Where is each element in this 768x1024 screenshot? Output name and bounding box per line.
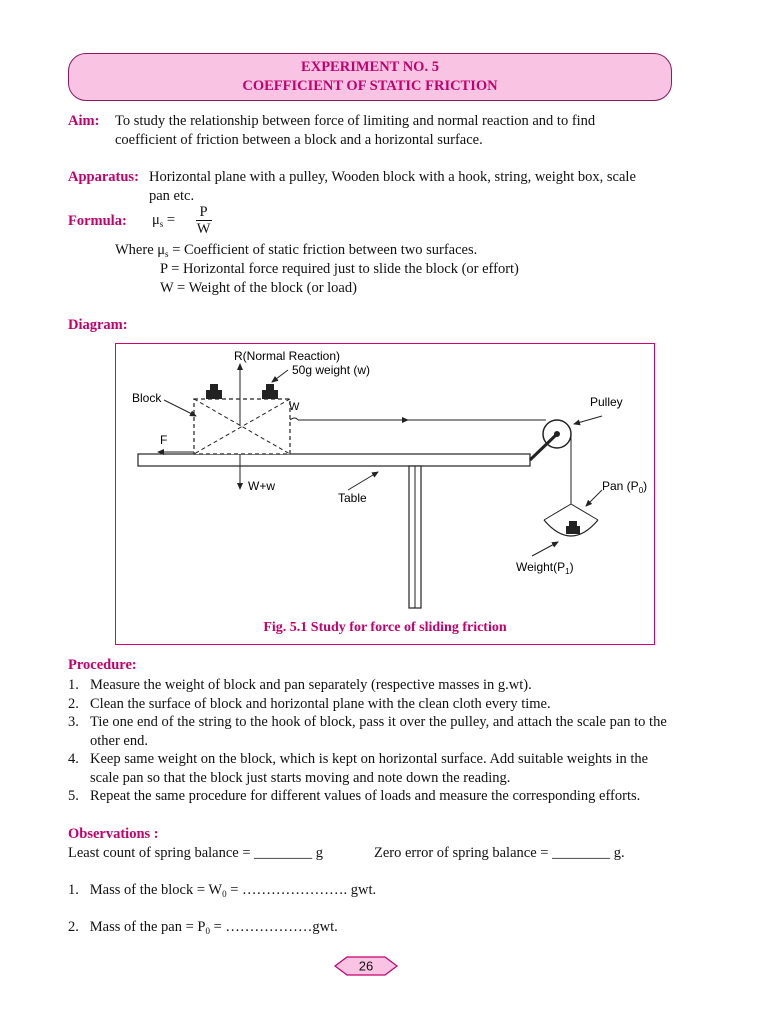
weight-1 (206, 390, 222, 399)
where-prefix: Where μ (115, 242, 166, 258)
least-count-line: Least count of spring balance = ________ g (68, 845, 324, 861)
aim-line-2: coefficient of friction between a block and a horizontal surface. (115, 132, 483, 148)
mass-block-sub: 0 (222, 889, 227, 899)
fraction-denominator: W (196, 221, 211, 237)
label-normal-reaction: R(Normal Reaction) (234, 349, 341, 363)
equals-sign: = (166, 211, 176, 228)
mu-subscript: s (159, 218, 164, 229)
observations-label: Observations : (68, 826, 159, 842)
label-weight-p1: $Weight(P_1)$ (516, 560, 574, 576)
friction-apparatus-diagram (116, 344, 654, 644)
mass-block-line (68, 881, 376, 904)
step-number: 3. (68, 714, 79, 730)
where-definition: = Coefficient of static friction between two surfaces. (168, 242, 478, 258)
step-text: Measure the weight of block and pan separately (respective masses in g.wt). (90, 677, 532, 693)
table-top (138, 454, 530, 466)
step-text: Tie one end of the string to the hook of block, pass it over the pulley, and attach the scale pan to the other end. (90, 714, 667, 749)
label-table: Table (338, 491, 367, 505)
label-pulley: Pulley (590, 395, 623, 409)
weight-2 (262, 390, 278, 399)
page-number: 26 (358, 958, 374, 974)
procedure-step (68, 713, 678, 750)
apparatus-line-1: Horizontal plane with a pulley, Wooden block with a hook, string, weight box, scale (149, 169, 636, 185)
step-number: 4. (68, 751, 79, 767)
page-number-badge (333, 955, 399, 977)
mass-pan-blank: = ………………gwt. (209, 919, 338, 935)
label-block: Block (132, 391, 162, 405)
mu-symbol: μ (152, 211, 160, 228)
step-text: Clean the surface of block and horizontal plane with the clean cloth every time. (90, 695, 551, 712)
mass-pan-sub: 0 (205, 926, 210, 936)
fraction-numerator: P (196, 204, 212, 221)
w-definition: W = Weight of the block (or load) (160, 280, 357, 296)
experiment-title: COEFFICIENT OF STATIC FRICTION (242, 78, 498, 94)
mass-pan-line (68, 918, 338, 941)
label-hook-w: W (289, 401, 300, 413)
apparatus-text (149, 168, 679, 206)
step-number: 2. (68, 695, 79, 712)
procedure-step (68, 695, 678, 714)
mass-pan-prefix: 2. Mass of the pan = P (68, 919, 206, 935)
diagram-frame (115, 343, 655, 645)
label-50g-weight: 50g weight (w) (292, 363, 371, 377)
procedure-list (68, 676, 678, 806)
procedure-label: Procedure: (68, 657, 137, 673)
apparatus-line-2: pan etc. (149, 188, 195, 204)
figure-caption: Fig. 5.1 Study for force of sliding friction (263, 620, 507, 635)
aim-line-1: To study the relationship between force of limiting and normal reaction and to find (115, 113, 596, 129)
pan-weight (566, 526, 580, 534)
mass-block-prefix: 1. Mass of the block = W (68, 882, 223, 898)
label-w-plus-w: W+w (248, 479, 275, 493)
title-banner (68, 53, 672, 101)
procedure-step (68, 750, 678, 787)
experiment-number: EXPERIMENT NO. 5 (301, 59, 439, 75)
procedure-step (68, 787, 678, 806)
diagram-label: Diagram: (68, 317, 128, 333)
label-f: F (160, 433, 168, 447)
fraction (193, 204, 215, 237)
aim-label: Aim: (68, 113, 100, 129)
step-text: Repeat the same procedure for different values of loads and measure the corresponding efforts. (90, 788, 641, 804)
mass-block-blank: = …………………. gwt. (226, 882, 377, 898)
step-number: 1. (68, 677, 79, 693)
formula-label: Formula: (68, 213, 127, 229)
step-text: Keep same weight on the block, which is kept on horizontal surface. Add suitable weights in the scale pan so that the block just starts moving and note down the reading. (90, 751, 649, 786)
procedure-step (68, 676, 678, 695)
where-subscript: s (165, 249, 169, 259)
step-number: 5. (68, 788, 79, 804)
zero-error-line: Zero error of spring balance = ________ g. (374, 845, 625, 861)
formula-expression (152, 204, 214, 237)
apparatus-label: Apparatus: (68, 169, 139, 185)
aim-text (115, 112, 675, 150)
p-definition: P = Horizontal force required just to slide the block (or effort) (160, 261, 519, 277)
label-pan: Pan $(P_0)$ (602, 479, 648, 495)
